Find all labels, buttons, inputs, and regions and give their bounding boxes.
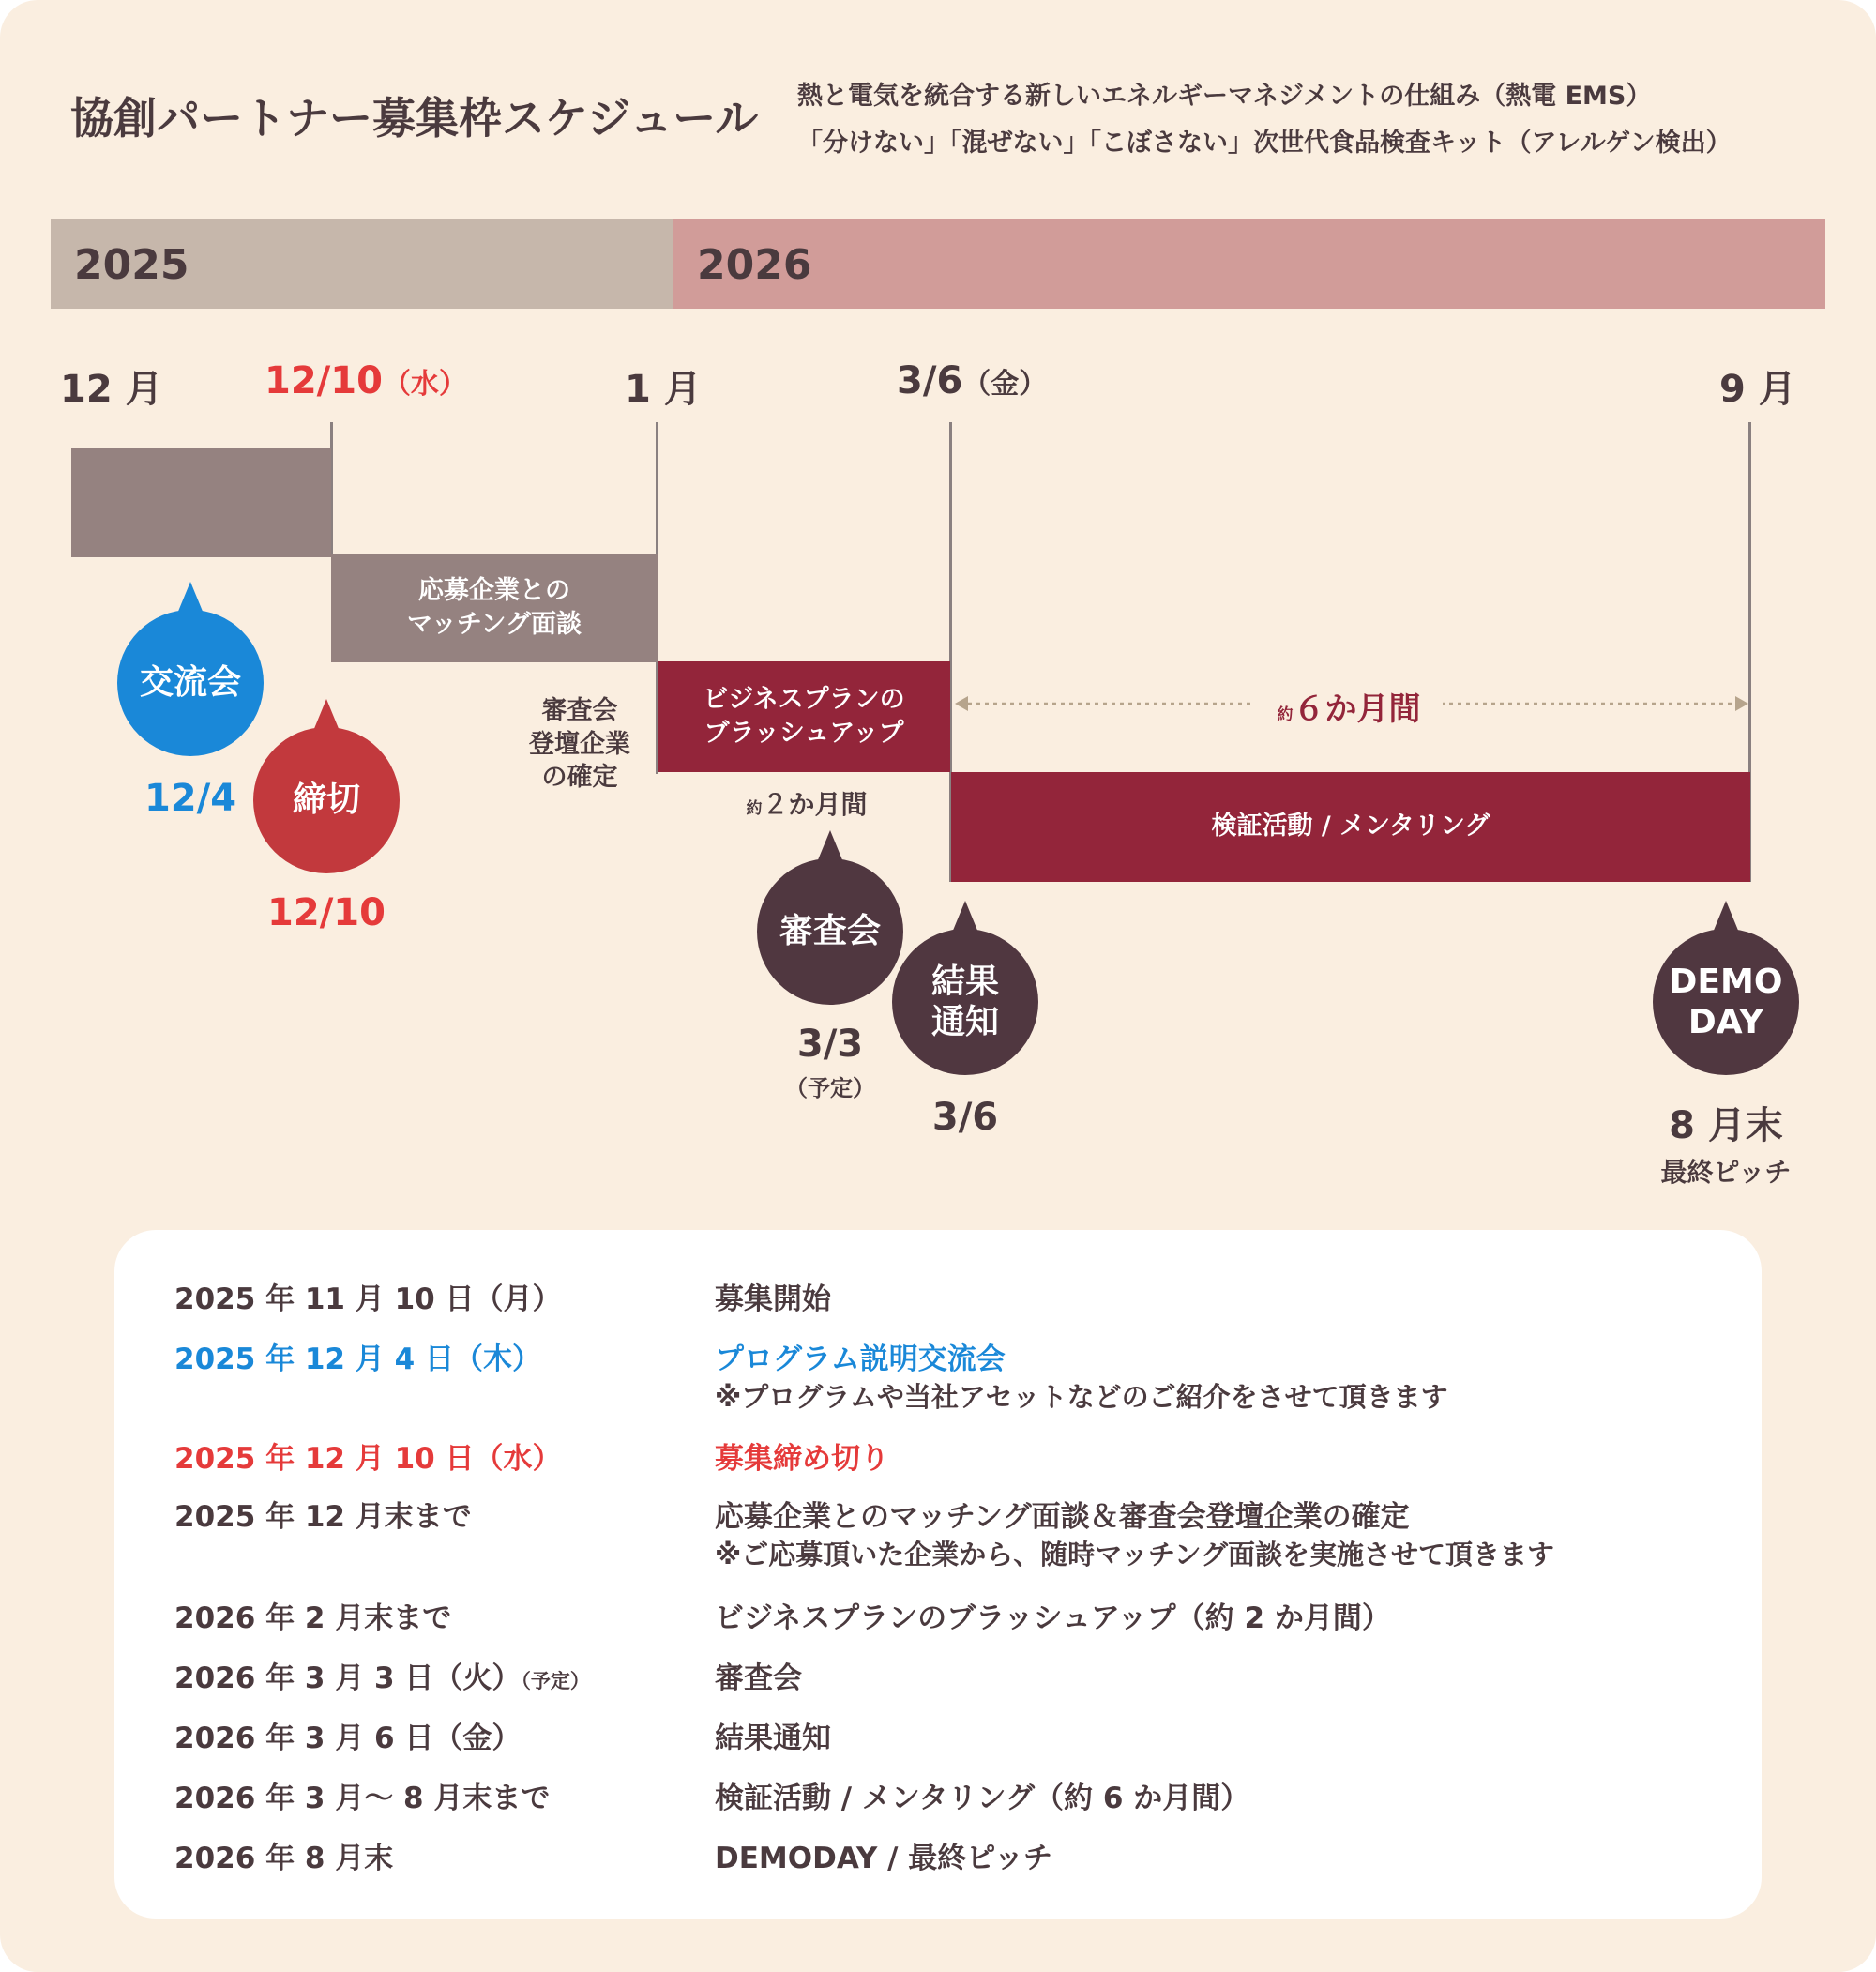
demo-label-line1: DEMO: [1669, 962, 1783, 1001]
schedule-event: 結果通知: [715, 1722, 831, 1755]
approx-6m-prefix: 約: [1277, 705, 1294, 724]
demo-date: 8 月末: [1669, 1104, 1783, 1147]
schedule-date: 2026 年 2 月末まで: [174, 1601, 452, 1635]
subtitle-allergen-kit: 「分けない」「混ぜない」「こぼさない」次世代食品検査キット（アレルゲン検出）: [797, 129, 1732, 158]
approx-2m-value: ２か月間: [762, 789, 868, 820]
review-bubble-pointer: [817, 830, 843, 862]
deadline-date: 12/10: [267, 891, 386, 934]
result-label-line1: 結果: [930, 962, 999, 1001]
brushup-bar: [658, 661, 950, 772]
brushup-label-line1: ビジネスプランの: [703, 684, 905, 714]
deadline-bubble: [253, 727, 400, 873]
month-marker-mar6: [897, 359, 1047, 402]
month-marker-dec10: [265, 359, 467, 402]
schedule-date-text: 2026 年 3 月 3 日（火）: [174, 1661, 522, 1695]
review-date: 3/3: [796, 1023, 864, 1066]
result-label-line2: 通知: [930, 1003, 999, 1041]
marker-mar6-day: （金）: [962, 368, 1048, 401]
approx-6m-value: ６か月間: [1293, 690, 1421, 728]
approx-6-months-label: [1255, 683, 1443, 729]
marker-dec10-day: （水）: [382, 368, 467, 401]
schedule-note: ※プログラムや当社アセットなどのご紹介をさせて頂きます: [715, 1381, 1448, 1413]
schedule-date: 2025 年 11 月 10 日（月）: [174, 1282, 562, 1316]
schedule-date: [174, 1654, 590, 1696]
deadline-bubble-pointer: [313, 699, 340, 731]
verification-label: 検証活動 / メンタリング: [1211, 812, 1490, 842]
marker-mar6-date: 3/6: [897, 359, 963, 402]
schedule-date: 2026 年 3 月〜 8 月末まで: [174, 1782, 551, 1815]
verification-mentoring-bar: [951, 772, 1750, 882]
deadline-bubble-label: 締切: [292, 781, 360, 820]
result-bubble-pointer: [952, 901, 978, 933]
recruitment-bar: [71, 448, 331, 557]
marker-dec10-date: 12/10: [265, 359, 383, 402]
approx-2-months-label: [732, 784, 882, 822]
confirm-line1: 審査会: [541, 696, 618, 725]
result-notice-bubble: [892, 929, 1038, 1075]
subtitle-thermal-ems: 熱と電気を統合する新しいエネルギーマネジメントの仕組み（熱電 EMS）: [797, 82, 1652, 111]
schedule-date: 2026 年 3 月 6 日（金）: [174, 1722, 522, 1755]
schedule-event: DEMODAY / 最終ピッチ: [715, 1842, 1052, 1875]
month-marker-sep: 9 月: [1719, 368, 1796, 411]
matching-label-line2: マッチング面談: [406, 610, 582, 639]
schedule-date: 2025 年 12 月 4 日（木）: [174, 1342, 541, 1376]
schedule-list-panel: [114, 1230, 1762, 1919]
year-label-2026: 2026: [697, 241, 812, 289]
review-meeting-bubble: [757, 858, 903, 1005]
review-bubble-label: 審査会: [779, 912, 881, 951]
schedule-date: 2026 年 8 月末: [174, 1842, 394, 1875]
schedule-event: 審査会: [715, 1661, 802, 1695]
schedule-event: 募集締め切り: [715, 1442, 889, 1476]
schedule-date: 2025 年 12 月 10 日（水）: [174, 1442, 562, 1476]
year-band-2025: [51, 219, 673, 309]
result-date: 3/6: [931, 1096, 999, 1139]
demo-bubble-pointer: [1713, 901, 1739, 933]
confirm-line2: 登壇企業: [529, 729, 630, 759]
demo-day-bubble: [1653, 929, 1799, 1075]
year-band-2026: [673, 219, 1825, 309]
approx-2m-prefix: 約: [746, 799, 763, 818]
demo-label-line2: DAY: [1687, 1003, 1764, 1041]
month-marker-jan: 1 月: [625, 368, 702, 411]
demo-date-note: 最終ピッチ: [1660, 1157, 1792, 1188]
confirm-line3: の確定: [541, 763, 618, 793]
review-presenters-confirm-label: [514, 694, 645, 795]
year-label-2025: 2025: [74, 241, 189, 289]
brushup-label-line2: ブラッシュアップ: [704, 719, 904, 748]
page-title: 協創パートナー募集枠スケジュール: [70, 93, 759, 144]
schedule-event: プログラム説明交流会: [715, 1342, 1006, 1376]
schedule-event: 募集開始: [715, 1282, 831, 1316]
month-marker-dec: 12 月: [60, 368, 163, 411]
schedule-event: ビジネスプランのブラッシュアップ（約 2 か月間）: [715, 1601, 1391, 1635]
schedule-date: 2025 年 12 月末まで: [174, 1500, 472, 1534]
exchange-bubble-pointer: [177, 582, 204, 614]
exchange-date: 12/4: [144, 777, 237, 820]
schedule-event: 検証活動 / メンタリング（約 6 か月間）: [715, 1782, 1250, 1815]
exchange-meeting-bubble: [117, 610, 264, 756]
schedule-date-suffix: （予定）: [521, 1670, 590, 1692]
matching-label-line1: 応募企業との: [418, 575, 570, 605]
matching-interview-bar: [331, 554, 658, 662]
exchange-bubble-label: 交流会: [139, 663, 241, 703]
schedule-event: 応募企業とのマッチング面談＆審査会登壇企業の確定: [715, 1500, 1410, 1534]
schedule-note: ※ご応募頂いた企業から、随時マッチング面談を実施させて頂きます: [715, 1539, 1555, 1570]
review-date-note: （予定）: [785, 1075, 875, 1101]
